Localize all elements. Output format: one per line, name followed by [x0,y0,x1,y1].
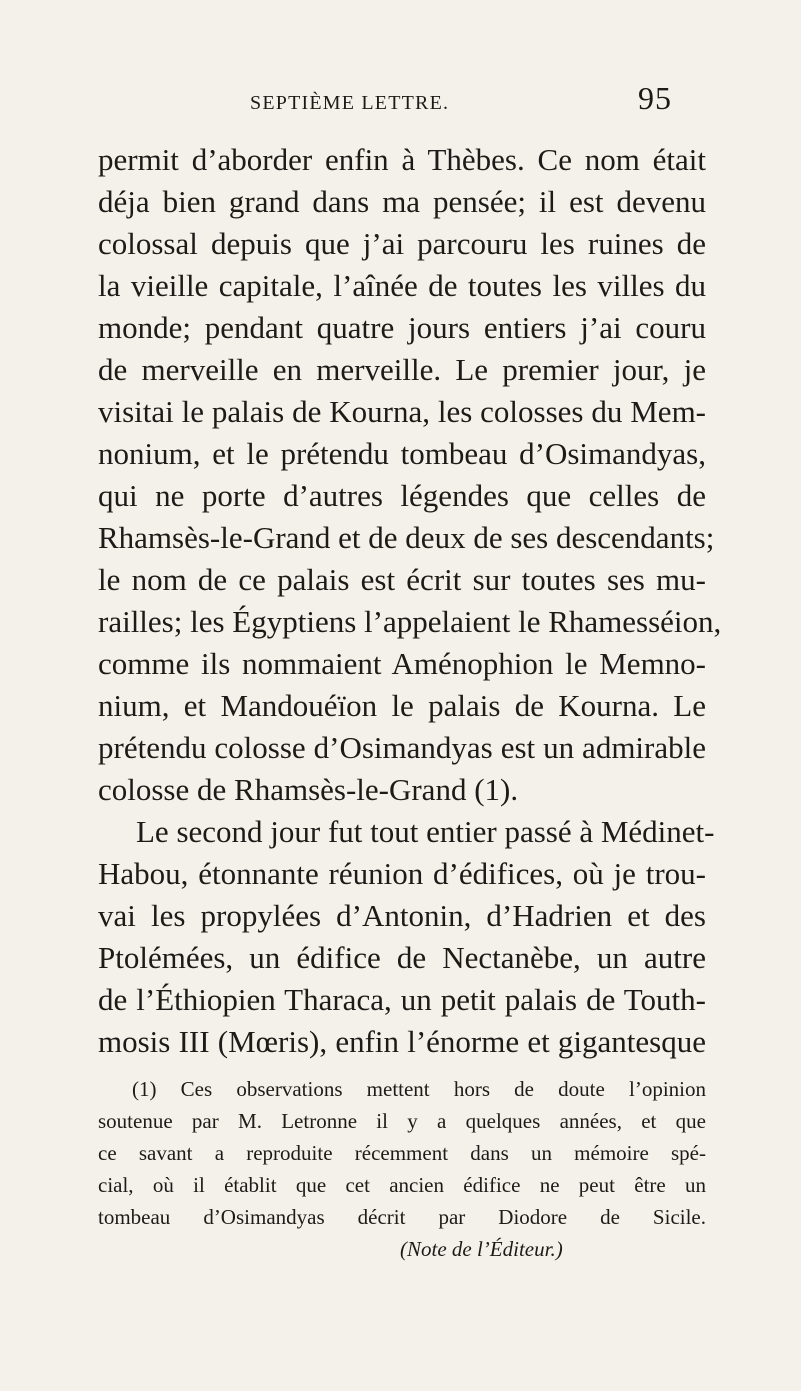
text-line: nium, et Mandouéïon le palais de Kourna. Le [98,688,706,723]
page-number: 95 [638,80,672,116]
text-line: railles; les Égyptiens l’appelaient le Rhamesséion, [98,604,722,639]
text-line: comme ils nommaient Aménophion le Memno- [98,646,706,681]
text-line: nonium, et le prétendu tombeau d’Osimandyas, [98,436,706,471]
text-line: vai les propylées d’Antonin, d’Hadrien et des [98,898,706,933]
text-line: colosse de Rhamsès-le-Grand (1). [98,772,519,807]
text-line: visitai le palais de Kourna, les colosses du Mem- [98,394,706,429]
text-line: qui ne porte d’autres légendes que celles de [98,478,706,513]
text-line: permit d’aborder enfin à Thèbes. Ce nom était [98,142,706,177]
text-line: monde; pendant quatre jours entiers j’ai couru [98,310,706,345]
running-title: SEPTIÈME LETTRE. [250,92,450,114]
text-line: prétendu colosse d’Osimandyas est un admirable [98,730,706,765]
text-line: mosis III (Mœris), enfin l’énorme et gigantesque [98,1024,706,1059]
footnote-line: ce savant a reproduite récemment dans un mémoire spé- [98,1141,706,1165]
text-line: de merveille en merveille. Le premier jour, je [98,352,706,387]
text-line: de l’Éthiopien Tharaca, un petit palais de Touth- [98,982,706,1017]
editor-note: (Note de l’Éditeur.) [400,1237,563,1261]
text-line: Ptolémées, un édifice de Nectanèbe, un autre [98,940,706,975]
text-line: la vieille capitale, l’aînée de toutes les villes du [98,268,706,303]
footnote-line: (1) Ces observations mettent hors de doute l’opinion [132,1077,706,1101]
text-line: colossal depuis que j’ai parcouru les ruines de [98,226,706,261]
text-line: Rhamsès-le-Grand et de deux de ses descendants; [98,520,715,555]
footnote-line: soutenue par M. Letronne il y a quelques années, et que [98,1109,706,1133]
footnote-line: tombeau d’Osimandyas décrit par Diodore de Sicile. [98,1205,706,1229]
text-line: déja bien grand dans ma pensée; il est devenu [98,184,706,219]
footnote-line: cial, où il établit que cet ancien édifice ne peut être un [98,1173,706,1197]
text-line: Habou, étonnante réunion d’édifices, où je trou- [98,856,706,891]
running-head [0,80,801,120]
text-line: Le second jour fut tout entier passé à Médinet- [136,814,715,849]
text-line: le nom de ce palais est écrit sur toutes ses mu- [98,562,706,597]
